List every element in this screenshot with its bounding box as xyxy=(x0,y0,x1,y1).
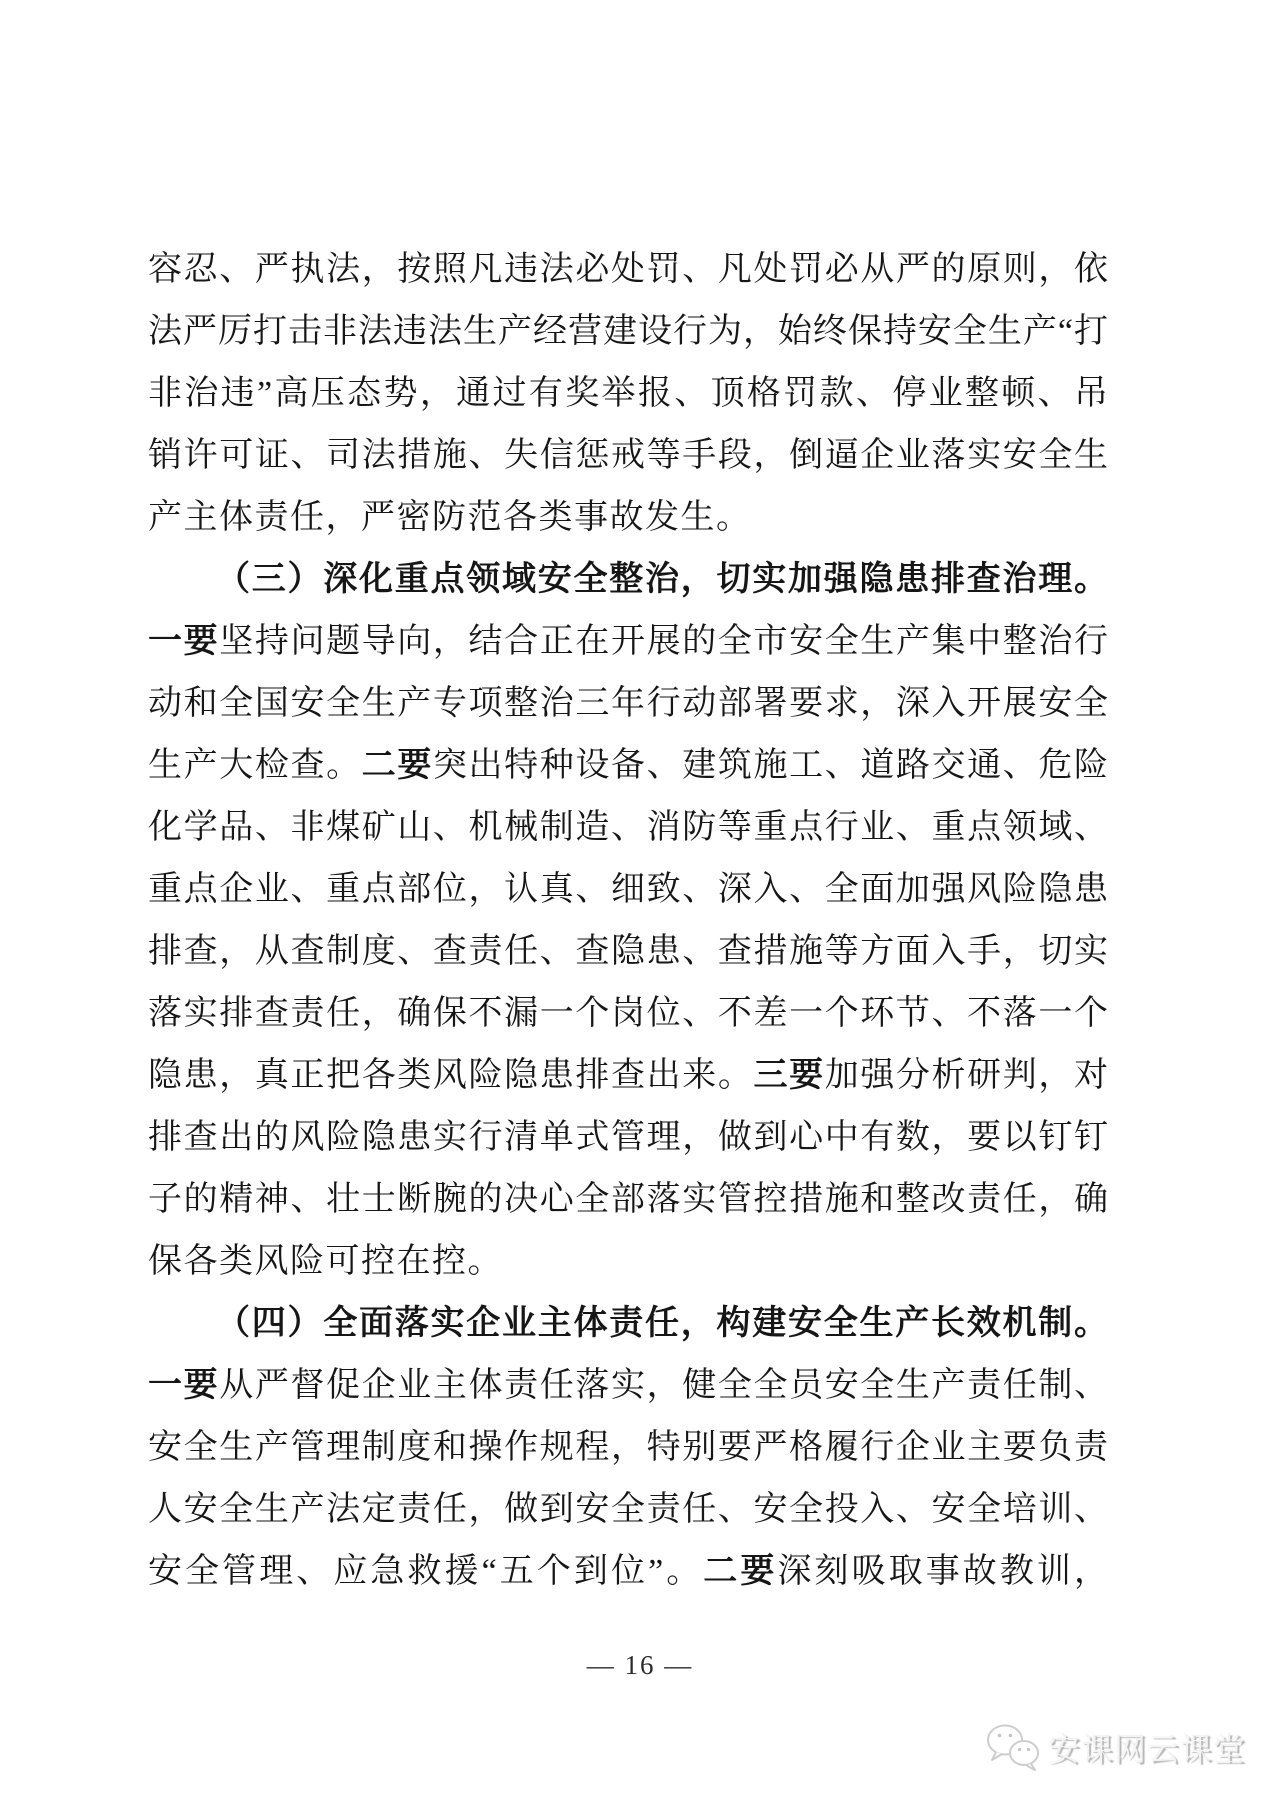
text-line xyxy=(148,1417,1108,1479)
body-text: 落实排查责任，确保不漏一个岗位、不差一个环节、不落一个 xyxy=(148,995,1108,1032)
body-text: 生产大检查。 xyxy=(148,747,362,784)
document-body xyxy=(148,239,1108,1603)
watermark-text: 安课网云课堂 xyxy=(1048,1731,1247,1767)
text-line xyxy=(148,611,1108,673)
emphasis-text: 一要 xyxy=(148,623,220,660)
text-line xyxy=(148,859,1108,921)
body-text: 化学品、非煤矿山、机械制造、消防等重点行业、重点领域、 xyxy=(148,809,1108,846)
body-text: 从严督促企业主体责任落实，健全全员安全生产责任制、 xyxy=(219,1367,1109,1404)
emphasis-text: （三）深化重点领域安全整治，切实加强隐患排查治理。 xyxy=(216,561,1108,598)
body-text: 隐患，真正把各类风险隐患排查出来。 xyxy=(148,1057,754,1094)
body-text: 人安全生产法定责任，做到安全责任、安全投入、安全培训、 xyxy=(148,1491,1108,1528)
text-line xyxy=(148,1541,1108,1603)
body-text: 法严厉打击非法违法生产经营建设行为，始终保持安全生产“打 xyxy=(148,313,1108,350)
text-line xyxy=(148,1231,1108,1293)
body-text: 排查出的风险隐患实行清单式管理，做到心中有数，要以钉钉 xyxy=(148,1119,1108,1156)
body-text: 动和全国安全生产专项整治三年行动部署要求，深入开展安全 xyxy=(148,685,1108,722)
emphasis-text: 一要 xyxy=(148,1367,220,1404)
text-line xyxy=(148,239,1108,301)
body-text: 加强分析研判，对 xyxy=(824,1057,1109,1094)
text-line xyxy=(148,1045,1108,1107)
watermark xyxy=(984,1722,1246,1772)
text-line xyxy=(148,921,1108,983)
text-line xyxy=(148,1107,1108,1169)
body-text: 销许可证、司法措施、失信惩戒等手段，倒逼企业落实安全生 xyxy=(148,437,1108,474)
page-number: — 16 — xyxy=(586,1650,694,1680)
text-line xyxy=(148,735,1108,797)
body-text: 深刻吸取事故教训， xyxy=(777,1553,1108,1590)
body-text: 突出特种设备、建筑施工、道路交通、危险 xyxy=(432,747,1109,784)
body-text: 非治违”高压态势，通过有奖举报、顶格罚款、停业整顿、吊 xyxy=(148,375,1108,412)
text-line xyxy=(148,1293,1108,1355)
text-line xyxy=(148,797,1108,859)
emphasis-text: 三要 xyxy=(753,1057,825,1094)
body-text: 容忍、严执法，按照凡违法必处罚、凡处罚必从严的原则，依 xyxy=(148,251,1108,288)
text-line xyxy=(148,487,1108,549)
text-line xyxy=(148,425,1108,487)
text-line xyxy=(148,1169,1108,1231)
wechat-bubbles-icon xyxy=(984,1722,1042,1772)
body-text: 排查，从查制度、查责任、查隐患、查措施等方面入手，切实 xyxy=(148,933,1108,970)
body-text: 产主体责任，严密防范各类事故发生。 xyxy=(148,499,752,536)
emphasis-text: 二要 xyxy=(361,747,433,784)
body-text: 安全生产管理制度和操作规程，特别要严格履行企业主要负责 xyxy=(148,1429,1108,1466)
body-text: 安全管理、应急救援“五个到位”。 xyxy=(148,1553,704,1590)
text-line xyxy=(148,301,1108,363)
text-line xyxy=(148,363,1108,425)
emphasis-text: （四）全面落实企业主体责任，构建安全生产长效机制。 xyxy=(216,1305,1108,1342)
text-line xyxy=(148,673,1108,735)
body-text: 保各类风险可控在控。 xyxy=(148,1243,503,1280)
emphasis-text: 二要 xyxy=(703,1553,778,1590)
body-text: 坚持问题导向，结合正在开展的全市安全生产集中整治行 xyxy=(219,623,1109,660)
body-text: 重点企业、重点部位，认真、细致、深入、全面加强风险隐患 xyxy=(148,871,1108,908)
body-text: 子的精神、壮士断腕的决心全部落实管控措施和整改责任，确 xyxy=(148,1181,1108,1218)
text-line xyxy=(148,1479,1108,1541)
text-line xyxy=(148,983,1108,1045)
text-line xyxy=(148,549,1108,611)
text-line xyxy=(148,1355,1108,1417)
